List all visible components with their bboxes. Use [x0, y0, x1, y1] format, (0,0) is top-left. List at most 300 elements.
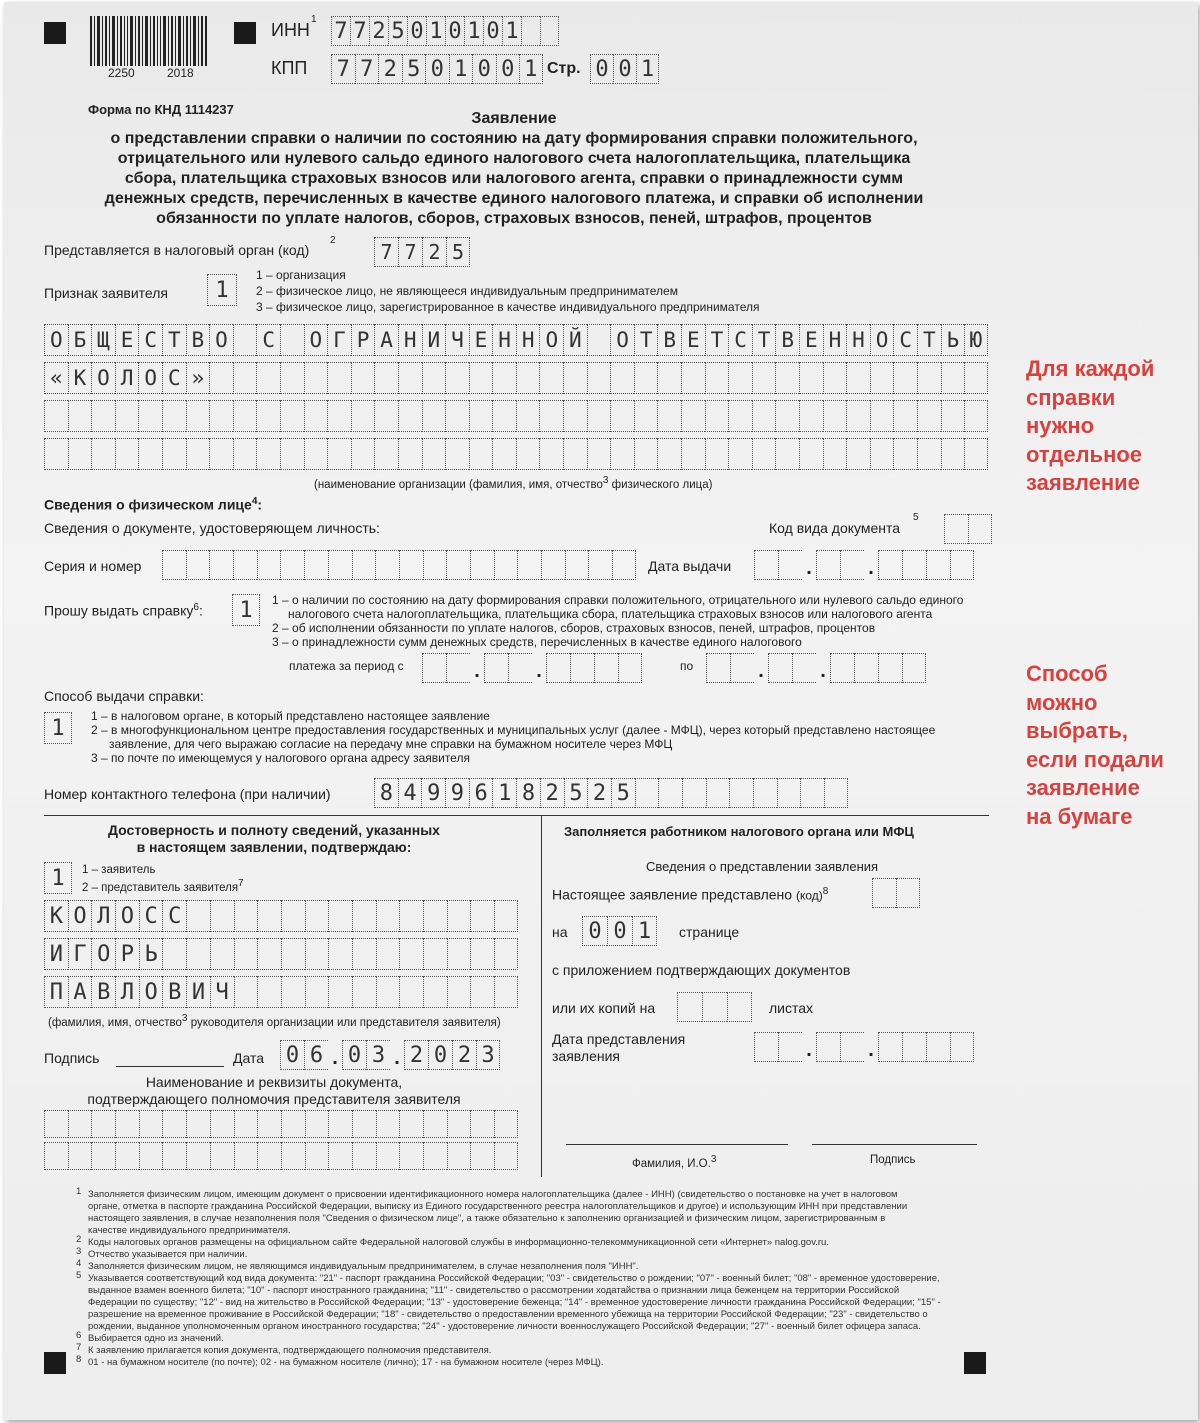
- input-cell[interactable]: 1: [426, 16, 445, 46]
- input-cell[interactable]: С: [728, 324, 752, 356]
- applicant-sign-field[interactable]: [207, 274, 237, 306]
- input-cell[interactable]: 6: [469, 778, 493, 808]
- input-cell[interactable]: 2: [369, 16, 388, 46]
- input-cell[interactable]: Л: [115, 362, 139, 394]
- input-cell[interactable]: [399, 976, 423, 1008]
- input-cell[interactable]: [563, 438, 587, 470]
- input-cell[interactable]: [494, 976, 518, 1008]
- input-cell[interactable]: [351, 438, 375, 470]
- input-cell[interactable]: В: [657, 324, 681, 356]
- input-cell[interactable]: [256, 438, 280, 470]
- input-cell[interactable]: [398, 362, 422, 394]
- input-cell[interactable]: [234, 938, 258, 970]
- input-cell[interactable]: [209, 550, 233, 580]
- input-cell[interactable]: [508, 653, 532, 683]
- input-cell[interactable]: 7: [331, 16, 350, 46]
- input-cell[interactable]: [870, 438, 894, 470]
- input-cell[interactable]: [752, 362, 776, 394]
- submission-code-field[interactable]: [872, 878, 920, 908]
- input-cell[interactable]: [327, 438, 351, 470]
- input-cell[interactable]: О: [91, 362, 115, 394]
- input-cell[interactable]: [516, 400, 540, 432]
- input-cell[interactable]: 2: [587, 778, 611, 808]
- input-cell[interactable]: [706, 778, 730, 808]
- input-cell[interactable]: [484, 653, 508, 683]
- input-cell[interactable]: [352, 938, 376, 970]
- input-cell[interactable]: [727, 992, 752, 1022]
- input-cell[interactable]: [753, 778, 777, 808]
- input-cell[interactable]: [902, 1032, 926, 1062]
- input-cell[interactable]: [304, 400, 328, 432]
- org-name-line-3[interactable]: [44, 400, 988, 432]
- input-cell[interactable]: [399, 1110, 423, 1138]
- input-cell[interactable]: [328, 938, 352, 970]
- input-cell[interactable]: [281, 900, 305, 932]
- copies-count-field[interactable]: [677, 992, 752, 1022]
- input-cell[interactable]: О: [44, 324, 68, 356]
- input-cell[interactable]: [352, 900, 376, 932]
- pages-count-field[interactable]: [582, 916, 657, 946]
- input-cell[interactable]: Т: [752, 324, 776, 356]
- input-cell[interactable]: Т: [634, 324, 658, 356]
- input-cell[interactable]: О: [539, 324, 563, 356]
- input-cell[interactable]: [210, 938, 234, 970]
- input-cell[interactable]: [162, 550, 186, 580]
- input-cell[interactable]: [186, 550, 210, 580]
- input-cell[interactable]: [854, 653, 878, 683]
- input-cell[interactable]: [870, 400, 894, 432]
- input-cell[interactable]: [328, 1110, 352, 1138]
- input-cell[interactable]: Й: [563, 324, 587, 356]
- input-cell[interactable]: [587, 438, 611, 470]
- input-cell[interactable]: Е: [681, 324, 705, 356]
- input-cell[interactable]: [44, 438, 68, 470]
- input-cell[interactable]: [115, 438, 139, 470]
- input-cell[interactable]: Ч: [445, 324, 469, 356]
- input-cell[interactable]: 5: [388, 16, 407, 46]
- input-cell[interactable]: [799, 400, 823, 432]
- input-cell[interactable]: [634, 362, 658, 394]
- input-cell[interactable]: [565, 550, 589, 580]
- input-cell[interactable]: [799, 438, 823, 470]
- input-cell[interactable]: [469, 438, 493, 470]
- input-cell[interactable]: 2: [422, 237, 446, 267]
- input-cell[interactable]: [162, 438, 186, 470]
- input-cell[interactable]: [540, 16, 559, 46]
- request-type-field[interactable]: [232, 594, 260, 626]
- input-cell[interactable]: [422, 362, 446, 394]
- input-cell[interactable]: 0: [445, 16, 464, 46]
- input-cell[interactable]: [634, 400, 658, 432]
- input-cell[interactable]: [846, 362, 870, 394]
- input-cell[interactable]: [824, 778, 848, 808]
- input-cell[interactable]: [539, 438, 563, 470]
- input-cell[interactable]: [926, 550, 950, 580]
- input-cell[interactable]: [233, 324, 257, 356]
- input-cell[interactable]: 0: [590, 54, 613, 84]
- input-cell[interactable]: [893, 438, 917, 470]
- officer-signature-line[interactable]: [812, 1144, 977, 1145]
- input-cell[interactable]: [677, 992, 702, 1022]
- input-cell[interactable]: 2: [540, 778, 564, 808]
- input-cell[interactable]: С: [162, 900, 186, 932]
- input-cell[interactable]: [304, 362, 328, 394]
- input-cell[interactable]: [516, 362, 540, 394]
- org-name-line-4[interactable]: [44, 438, 988, 470]
- delivery-method-field[interactable]: [44, 712, 72, 744]
- input-cell[interactable]: [775, 362, 799, 394]
- input-cell[interactable]: [186, 1142, 210, 1170]
- input-cell[interactable]: [878, 1032, 902, 1062]
- input-cell[interactable]: [610, 400, 634, 432]
- input-cell[interactable]: О: [91, 938, 115, 970]
- input-cell[interactable]: С: [162, 362, 186, 394]
- input-cell[interactable]: [792, 653, 816, 683]
- input-cell[interactable]: [305, 1142, 329, 1170]
- input-cell[interactable]: Р: [351, 324, 375, 356]
- input-cell[interactable]: [754, 550, 778, 580]
- input-cell[interactable]: В: [775, 324, 799, 356]
- input-cell[interactable]: 0: [280, 1040, 304, 1070]
- input-cell[interactable]: [470, 938, 494, 970]
- input-cell[interactable]: 5: [446, 237, 470, 267]
- input-cell[interactable]: [423, 1142, 447, 1170]
- input-cell[interactable]: [830, 653, 854, 683]
- input-cell[interactable]: О: [115, 900, 139, 932]
- input-cell[interactable]: [422, 400, 446, 432]
- input-cell[interactable]: [446, 653, 470, 683]
- input-cell[interactable]: [494, 1110, 518, 1138]
- input-cell[interactable]: [257, 1110, 281, 1138]
- input-cell[interactable]: [44, 1110, 68, 1138]
- input-cell[interactable]: [423, 900, 447, 932]
- input-cell[interactable]: Г: [327, 324, 351, 356]
- input-cell[interactable]: [398, 400, 422, 432]
- input-cell[interactable]: [257, 938, 281, 970]
- submission-date-field[interactable]: [754, 1032, 974, 1062]
- input-cell[interactable]: 8: [374, 778, 398, 808]
- input-cell[interactable]: [775, 400, 799, 432]
- input-cell[interactable]: [447, 1142, 471, 1170]
- input-cell[interactable]: [635, 778, 659, 808]
- input-cell[interactable]: [68, 438, 92, 470]
- input-cell[interactable]: [445, 362, 469, 394]
- input-cell[interactable]: [115, 1142, 139, 1170]
- input-cell[interactable]: [964, 362, 988, 394]
- input-cell[interactable]: [399, 900, 423, 932]
- input-cell[interactable]: »: [186, 362, 210, 394]
- input-cell[interactable]: О: [209, 324, 233, 356]
- input-cell[interactable]: [823, 362, 847, 394]
- input-cell[interactable]: С: [139, 900, 163, 932]
- input-cell[interactable]: [682, 778, 706, 808]
- input-cell[interactable]: [968, 514, 992, 544]
- input-cell[interactable]: [352, 1142, 376, 1170]
- input-cell[interactable]: [398, 438, 422, 470]
- input-cell[interactable]: [917, 362, 941, 394]
- input-cell[interactable]: [91, 438, 115, 470]
- input-cell[interactable]: [941, 362, 965, 394]
- input-cell[interactable]: [115, 1110, 139, 1138]
- patronymic-field[interactable]: [44, 976, 518, 1008]
- input-cell[interactable]: [257, 976, 281, 1008]
- input-cell[interactable]: Ч: [210, 976, 234, 1008]
- input-cell[interactable]: Н: [398, 324, 422, 356]
- input-cell[interactable]: [162, 1142, 186, 1170]
- input-cell[interactable]: 0: [607, 916, 632, 946]
- input-cell[interactable]: 1: [44, 712, 72, 744]
- input-cell[interactable]: [376, 1142, 400, 1170]
- surname-field[interactable]: [44, 900, 518, 932]
- input-cell[interactable]: [587, 362, 611, 394]
- input-cell[interactable]: [777, 778, 801, 808]
- input-cell[interactable]: [470, 900, 494, 932]
- input-cell[interactable]: [902, 653, 926, 683]
- input-cell[interactable]: [588, 550, 612, 580]
- input-cell[interactable]: 6: [304, 1040, 328, 1070]
- input-cell[interactable]: [281, 1110, 305, 1138]
- input-cell[interactable]: [422, 653, 446, 683]
- input-cell[interactable]: [304, 550, 328, 580]
- input-cell[interactable]: [878, 550, 902, 580]
- input-cell[interactable]: 1: [632, 916, 657, 946]
- input-cell[interactable]: [941, 438, 965, 470]
- input-cell[interactable]: Н: [846, 324, 870, 356]
- input-cell[interactable]: [305, 900, 329, 932]
- input-cell[interactable]: [305, 1110, 329, 1138]
- input-cell[interactable]: [91, 400, 115, 432]
- input-cell[interactable]: Н: [823, 324, 847, 356]
- input-cell[interactable]: [210, 1142, 234, 1170]
- input-cell[interactable]: Е: [115, 324, 139, 356]
- input-cell[interactable]: [423, 1110, 447, 1138]
- input-cell[interactable]: [705, 362, 729, 394]
- input-cell[interactable]: [281, 938, 305, 970]
- input-cell[interactable]: [423, 976, 447, 1008]
- input-cell[interactable]: 9: [421, 778, 445, 808]
- input-cell[interactable]: [447, 938, 471, 970]
- input-cell[interactable]: [587, 324, 611, 356]
- input-cell[interactable]: [754, 1032, 778, 1062]
- input-cell[interactable]: [328, 1142, 352, 1170]
- input-cell[interactable]: [539, 362, 563, 394]
- input-cell[interactable]: [257, 900, 281, 932]
- input-cell[interactable]: 7: [350, 16, 369, 46]
- input-cell[interactable]: [209, 438, 233, 470]
- input-cell[interactable]: О: [139, 976, 163, 1008]
- input-cell[interactable]: [281, 1142, 305, 1170]
- input-cell[interactable]: [941, 400, 965, 432]
- input-cell[interactable]: [376, 938, 400, 970]
- input-cell[interactable]: [705, 438, 729, 470]
- input-cell[interactable]: [950, 1032, 974, 1062]
- input-cell[interactable]: [902, 550, 926, 580]
- tax-authority-code-field[interactable]: [374, 237, 470, 267]
- input-cell[interactable]: [494, 938, 518, 970]
- input-cell[interactable]: Р: [115, 938, 139, 970]
- input-cell[interactable]: 3: [366, 1040, 390, 1070]
- input-cell[interactable]: [352, 1110, 376, 1138]
- input-cell[interactable]: [68, 400, 92, 432]
- input-cell[interactable]: 0: [407, 16, 426, 46]
- input-cell[interactable]: 8: [516, 778, 540, 808]
- input-cell[interactable]: [280, 438, 304, 470]
- input-cell[interactable]: [917, 400, 941, 432]
- input-cell[interactable]: [328, 900, 352, 932]
- period-to-field[interactable]: [706, 653, 926, 683]
- input-cell[interactable]: [752, 438, 776, 470]
- input-cell[interactable]: [492, 362, 516, 394]
- issue-date-field[interactable]: [754, 550, 974, 580]
- input-cell[interactable]: [926, 1032, 950, 1062]
- input-cell[interactable]: [447, 1110, 471, 1138]
- input-cell[interactable]: [563, 362, 587, 394]
- input-cell[interactable]: Г: [68, 938, 92, 970]
- input-cell[interactable]: [233, 400, 257, 432]
- input-cell[interactable]: 0: [472, 54, 496, 84]
- input-cell[interactable]: Л: [91, 900, 115, 932]
- input-cell[interactable]: [469, 400, 493, 432]
- input-cell[interactable]: [618, 653, 642, 683]
- input-cell[interactable]: [234, 1110, 258, 1138]
- input-cell[interactable]: Щ: [91, 324, 115, 356]
- input-cell[interactable]: 7: [355, 54, 379, 84]
- confirm-role-field[interactable]: [44, 862, 72, 894]
- input-cell[interactable]: [657, 438, 681, 470]
- input-cell[interactable]: [570, 653, 594, 683]
- input-cell[interactable]: [799, 362, 823, 394]
- input-cell[interactable]: [681, 438, 705, 470]
- input-cell[interactable]: [234, 900, 258, 932]
- input-cell[interactable]: [186, 938, 210, 970]
- input-cell[interactable]: [823, 400, 847, 432]
- input-cell[interactable]: [376, 1110, 400, 1138]
- input-cell[interactable]: [376, 900, 400, 932]
- input-cell[interactable]: [422, 438, 446, 470]
- input-cell[interactable]: [162, 938, 186, 970]
- input-cell[interactable]: 1: [519, 54, 543, 84]
- input-cell[interactable]: [445, 438, 469, 470]
- input-cell[interactable]: [257, 1142, 281, 1170]
- input-cell[interactable]: [964, 438, 988, 470]
- input-cell[interactable]: [280, 324, 304, 356]
- input-cell[interactable]: Н: [516, 324, 540, 356]
- input-cell[interactable]: С: [138, 324, 162, 356]
- input-cell[interactable]: [752, 400, 776, 432]
- input-cell[interactable]: [950, 550, 974, 580]
- input-cell[interactable]: [730, 653, 754, 683]
- input-cell[interactable]: [594, 653, 618, 683]
- input-cell[interactable]: [896, 878, 920, 908]
- input-cell[interactable]: С: [256, 324, 280, 356]
- input-cell[interactable]: 2: [452, 1040, 476, 1070]
- input-cell[interactable]: [44, 400, 68, 432]
- input-cell[interactable]: [840, 1032, 864, 1062]
- input-cell[interactable]: [399, 938, 423, 970]
- input-cell[interactable]: [612, 550, 636, 580]
- input-cell[interactable]: Т: [705, 324, 729, 356]
- input-cell[interactable]: [186, 1110, 210, 1138]
- input-cell[interactable]: [44, 1142, 68, 1170]
- input-cell[interactable]: [816, 1032, 840, 1062]
- org-name-line-1[interactable]: [44, 324, 988, 356]
- input-cell[interactable]: [305, 976, 329, 1008]
- input-cell[interactable]: 0: [483, 16, 502, 46]
- input-cell[interactable]: [728, 400, 752, 432]
- input-cell[interactable]: 3: [476, 1040, 500, 1070]
- input-cell[interactable]: [447, 900, 471, 932]
- period-from-field[interactable]: [422, 653, 642, 683]
- input-cell[interactable]: [705, 400, 729, 432]
- input-cell[interactable]: [893, 362, 917, 394]
- input-cell[interactable]: [587, 400, 611, 432]
- input-cell[interactable]: 9: [445, 778, 469, 808]
- input-cell[interactable]: [256, 362, 280, 394]
- input-cell[interactable]: [399, 550, 423, 580]
- input-cell[interactable]: [470, 976, 494, 1008]
- input-cell[interactable]: [305, 938, 329, 970]
- input-cell[interactable]: [492, 400, 516, 432]
- input-cell[interactable]: [494, 900, 518, 932]
- input-cell[interactable]: «: [44, 362, 68, 394]
- input-cell[interactable]: [374, 438, 398, 470]
- input-cell[interactable]: Ю: [964, 324, 988, 356]
- input-cell[interactable]: [327, 362, 351, 394]
- input-cell[interactable]: О: [138, 362, 162, 394]
- input-cell[interactable]: С: [893, 324, 917, 356]
- input-cell[interactable]: 4: [398, 778, 422, 808]
- input-cell[interactable]: Е: [799, 324, 823, 356]
- rep-doc-line-2[interactable]: [44, 1142, 518, 1170]
- input-cell[interactable]: 2: [378, 54, 402, 84]
- input-cell[interactable]: 1: [232, 594, 260, 626]
- input-cell[interactable]: [775, 438, 799, 470]
- input-cell[interactable]: [281, 976, 305, 1008]
- input-cell[interactable]: [541, 550, 565, 580]
- input-cell[interactable]: [706, 653, 730, 683]
- input-cell[interactable]: А: [374, 324, 398, 356]
- input-cell[interactable]: Б: [68, 324, 92, 356]
- input-cell[interactable]: [521, 16, 540, 46]
- input-cell[interactable]: 1: [44, 862, 72, 894]
- input-cell[interactable]: [280, 550, 304, 580]
- input-cell[interactable]: [257, 550, 281, 580]
- input-cell[interactable]: [209, 400, 233, 432]
- input-cell[interactable]: [68, 1142, 92, 1170]
- input-cell[interactable]: [351, 362, 375, 394]
- input-cell[interactable]: Т: [162, 324, 186, 356]
- input-cell[interactable]: В: [186, 324, 210, 356]
- input-cell[interactable]: [728, 438, 752, 470]
- input-cell[interactable]: [729, 778, 753, 808]
- input-cell[interactable]: 1: [492, 778, 516, 808]
- kpp-field[interactable]: [331, 54, 543, 84]
- input-cell[interactable]: Ь: [139, 938, 163, 970]
- input-cell[interactable]: 1: [464, 16, 483, 46]
- input-cell[interactable]: [917, 438, 941, 470]
- rep-doc-line-1[interactable]: [44, 1110, 518, 1138]
- input-cell[interactable]: Н: [492, 324, 516, 356]
- input-cell[interactable]: О: [610, 324, 634, 356]
- input-cell[interactable]: А: [68, 976, 92, 1008]
- input-cell[interactable]: [351, 400, 375, 432]
- input-cell[interactable]: 5: [564, 778, 588, 808]
- input-cell[interactable]: [470, 1110, 494, 1138]
- input-cell[interactable]: [494, 1142, 518, 1170]
- input-cell[interactable]: 0: [428, 1040, 452, 1070]
- input-cell[interactable]: [162, 400, 186, 432]
- input-cell[interactable]: [445, 400, 469, 432]
